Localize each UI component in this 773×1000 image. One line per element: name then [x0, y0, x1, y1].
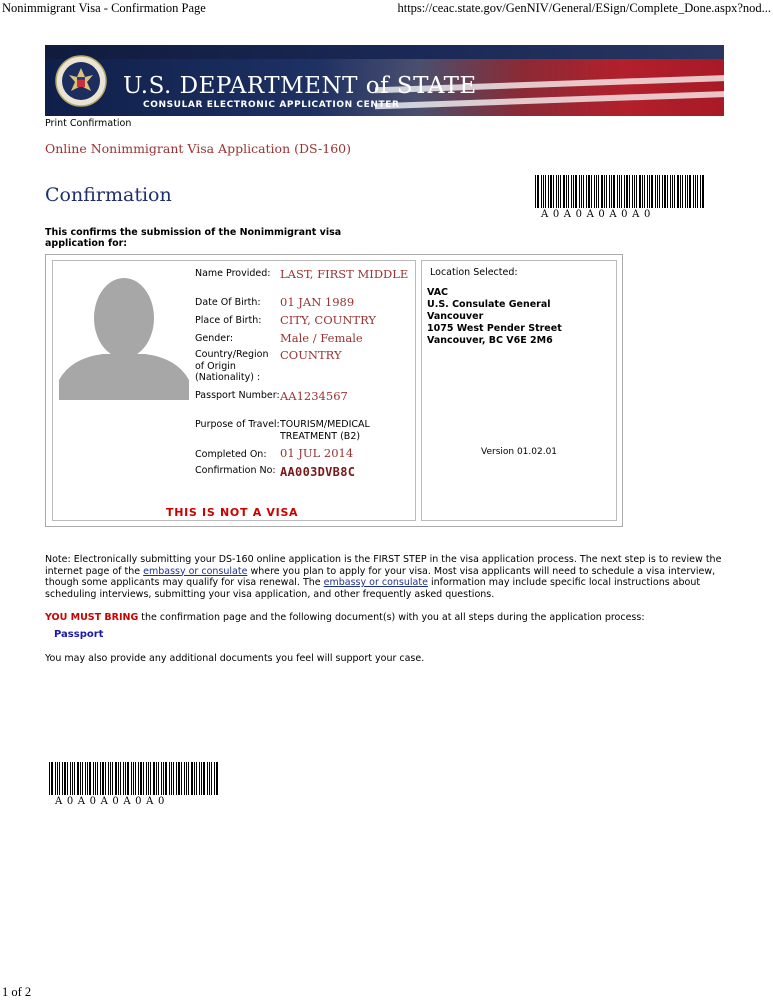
- gender-value: Male / Female: [280, 331, 363, 345]
- must-bring-emphasis: YOU MUST BRING: [45, 612, 139, 623]
- dos-banner: [45, 45, 724, 116]
- confirmation-number-value: AA003DVB8C: [280, 465, 356, 479]
- name-value: LAST, FIRST MIDDLE: [280, 267, 409, 281]
- embassy-link[interactable]: embassy or consulate: [323, 577, 428, 588]
- additional-documents-text: You may also provide any additional documents you feel will support your case.: [45, 653, 425, 664]
- page-number: 1 of 2: [2, 985, 32, 999]
- completed-label: Completed On:: [195, 449, 267, 460]
- print-header: [0, 0, 773, 18]
- passport-label: Passport Number:: [195, 390, 280, 401]
- page-title: Confirmation: [45, 184, 172, 206]
- note-text: Note: Electronically submitting your DS-160 online application is the FIRST STEP in the visa application process. The next step is to review the internet page of the: [45, 554, 722, 577]
- not-a-visa-warning: THIS IS NOT A VISA: [166, 506, 299, 519]
- location-line: Vancouver, BC V6E 2M6: [427, 335, 553, 346]
- confirmation-number-label: Confirmation No:: [195, 465, 276, 476]
- application-title: Online Nonimmigrant Visa Application (DS-160): [45, 141, 351, 156]
- dob-label: Date Of Birth:: [195, 297, 261, 308]
- must-bring-paragraph: [45, 612, 727, 623]
- must-bring-text: the confirmation page and the following document(s) with you at all steps during the application process:: [138, 612, 645, 623]
- barcode-text: A0A0A0A0A0: [541, 209, 655, 220]
- name-label: Name Provided:: [195, 268, 271, 279]
- dob-value: 01 JAN 1989: [280, 295, 355, 309]
- location-line: 1075 West Pender Street: [427, 323, 562, 334]
- location-label: Location Selected:: [430, 267, 518, 278]
- banner-subtitle: CONSULAR ELECTRONIC APPLICATION CENTER: [143, 100, 400, 110]
- confirmation-statement: This confirms the submission of the Nonimmigrant visa application for:: [45, 227, 342, 249]
- print-page-title: Nonimmigrant Visa - Confirmation Page: [2, 1, 206, 15]
- note-text: information may include specific local instructions about scheduling interviews, submitting your visa application, and other frequently asked questions.: [45, 577, 701, 600]
- applicant-photo-placeholder: [59, 268, 189, 400]
- purpose-label: Purpose of Travel:: [195, 419, 280, 430]
- purpose-value: TOURISM/MEDICAL TREATMENT (B2): [280, 419, 370, 442]
- print-confirmation-link[interactable]: Print Confirmation: [45, 118, 132, 129]
- note-text: where you plan to apply for your visa. Most visa applicants will need to schedule a visa interview, though some applicants may qualify for visa renewal. The: [45, 565, 716, 588]
- gender-label: Gender:: [195, 333, 234, 344]
- passport-value: AA1234567: [280, 389, 348, 403]
- location-line: U.S. Consulate General: [427, 299, 551, 310]
- note-paragraph: [45, 554, 727, 600]
- required-document-passport: Passport: [54, 629, 104, 640]
- completed-value: 01 JUL 2014: [280, 446, 354, 460]
- barcode: [49, 762, 221, 795]
- banner-title: U.S. DEPARTMENT of STATE: [123, 73, 477, 99]
- location-address: [427, 287, 612, 347]
- location-line: Vancouver: [427, 311, 484, 322]
- print-page-url: https://ceac.state.gov/GenNIV/General/ESign/Complete_Done.aspx?nod...: [397, 1, 771, 15]
- pob-value: CITY, COUNTRY: [280, 313, 376, 327]
- barcode-text: A0A0A0A0A0: [55, 796, 169, 807]
- embassy-link[interactable]: embassy or consulate: [143, 565, 248, 577]
- banner-top-strip: [45, 45, 724, 59]
- version-text: Version 01.02.01: [481, 447, 558, 457]
- dos-seal-icon: [55, 55, 107, 107]
- barcode: [535, 175, 707, 208]
- origin-value: COUNTRY: [280, 348, 342, 362]
- pob-label: Place of Birth:: [195, 315, 262, 326]
- location-line: VAC: [427, 287, 449, 298]
- origin-label: Country/Region of Origin (Nationality) :: [195, 349, 269, 383]
